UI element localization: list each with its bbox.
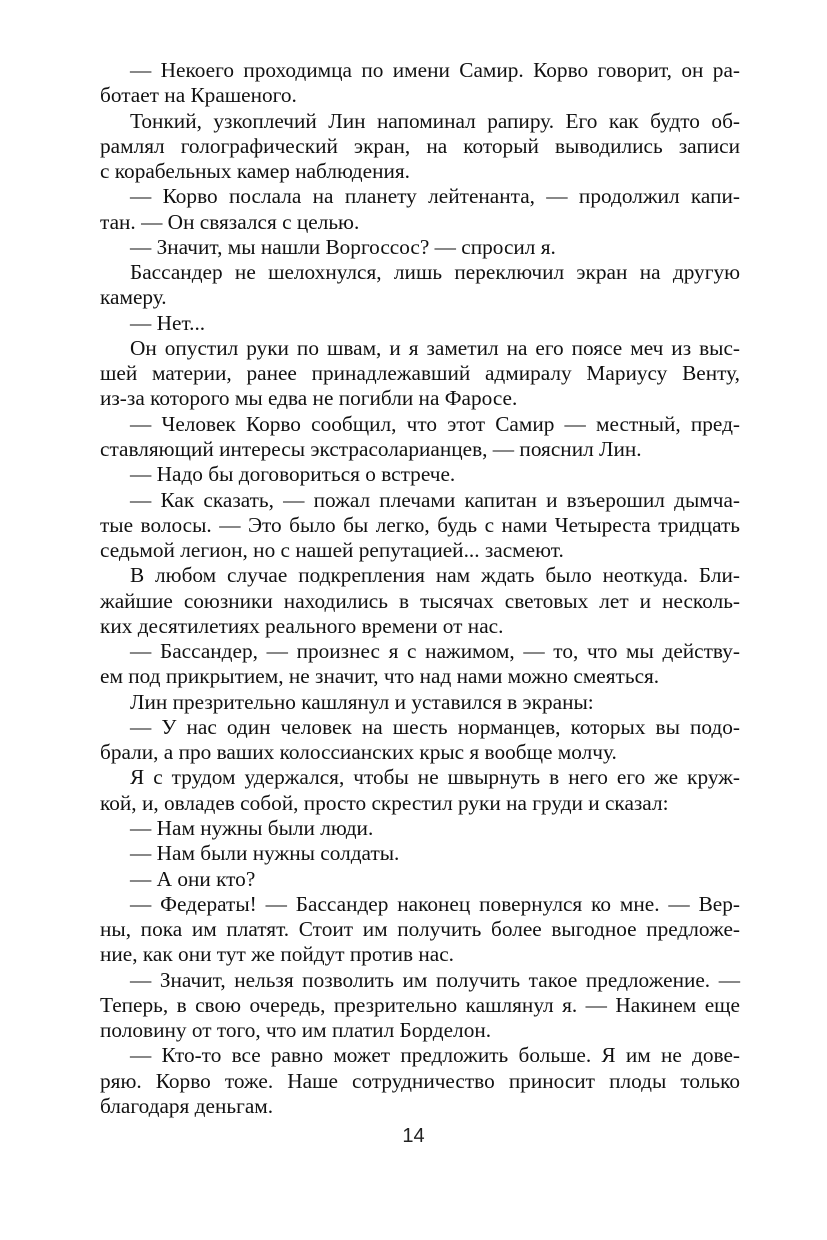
- page-number: 14: [402, 1125, 425, 1147]
- text-line: Тонкий, узкоплечий Лин напоминал рапиру. Его как будто об-: [130, 108, 740, 133]
- text-line: благодаря деньгам.: [100, 1093, 274, 1118]
- text-line: кой, и, овладев собой, просто скрестил руки на груди и сказал:: [100, 790, 669, 815]
- text-line: ботает на Крашеного.: [100, 83, 297, 108]
- text-line: седьмой легион, но с нашей репутацией... засмеют.: [100, 538, 564, 563]
- text-line: — У нас один человек на шесть норманцев, которых вы подо-: [130, 714, 740, 739]
- text-line: ны, пока им платят. Стоит им получить более выгодное предложе-: [100, 917, 740, 942]
- text-line: Я с трудом удержался, чтобы не швырнуть в него его же круж-: [130, 765, 740, 790]
- text-line: Бассандер не шелохнулся, лишь переключил экран на другую: [130, 260, 740, 285]
- text-line: ких десятилетиях реального времени от нас.: [100, 613, 504, 638]
- text-line: — Нам были нужны солдаты.: [130, 841, 400, 866]
- text-line: тан. — Он связался с целью.: [100, 209, 360, 234]
- text-line: — Федераты! — Бассандер наконец повернулся ко мне. — Вер-: [130, 891, 740, 916]
- text-line: из-за которого мы едва не погибли на Фаросе.: [100, 386, 518, 411]
- text-line: — Некоего проходимца по имени Самир. Корво говорит, он ра-: [130, 58, 740, 82]
- text-line: — Бассандер, — произнес я с нажимом, — то, что мы действу-: [130, 639, 740, 664]
- text-line: ем под прикрытием, не значит, что над нами можно смеяться.: [100, 664, 660, 689]
- text-line: — Нам нужны были люди.: [130, 815, 374, 840]
- text-line: — Корво послала на планету лейтенанта, — продолжил капи-: [130, 184, 740, 209]
- text-line: — Значит, нельзя позволить им получить такое предложение. —: [130, 967, 740, 992]
- text-line: рамлял голографический экран, на который выводились записи: [100, 133, 740, 158]
- body-text: [100, 58, 740, 1119]
- text-line: с корабельных камер наблюдения.: [100, 159, 411, 184]
- text-line: шей материи, ранее принадлежавший адмиралу Мариусу Венту,: [100, 361, 740, 386]
- text-line: Лин презрительно кашлянул и уставился в экраны:: [130, 689, 594, 714]
- text-line: брали, а про ваших колоссианских крыс я вообще молчу.: [100, 740, 617, 765]
- text-line: камеру.: [100, 285, 167, 310]
- text-line: — Кто-то все равно может предложить больше. Я им не дове-: [130, 1043, 740, 1068]
- text-line: — Надо бы договориться о встрече.: [130, 462, 456, 487]
- text-line: — Как сказать, — пожал плечами капитан и взъерошил дымча-: [130, 487, 740, 512]
- text-line: В любом случае подкрепления нам ждать было неоткуда. Бли-: [130, 563, 740, 588]
- text-line: Он опустил руки по швам, и я заметил на его поясе меч из выс-: [130, 335, 740, 360]
- text-line: Теперь, в свою очередь, презрительно кашлянул я. — Накинем еще: [100, 992, 740, 1017]
- text-line: жайшие союзники находились в тысячах световых лет и несколь-: [100, 588, 740, 613]
- text-line: ряю. Корво тоже. Наше сотрудничество приносит плоды только: [100, 1068, 740, 1093]
- text-line: тые волосы. — Это было бы легко, будь с нами Четыреста тридцать: [100, 512, 740, 537]
- text-line: — Значит, мы нашли Воргоссос? — спросил я.: [130, 234, 556, 259]
- text-line: — Нет...: [130, 310, 206, 335]
- text-line: половину от того, что им платил Борделон.: [100, 1018, 492, 1043]
- text-line: — Человек Корво сообщил, что этот Самир — местный, пред-: [130, 411, 740, 436]
- text-line: ние, как они тут же пойдут против нас.: [100, 942, 455, 967]
- text-line: — А они кто?: [130, 866, 256, 891]
- text-line: ставляющий интересы экстрасоларианцев, — пояснил Лин.: [100, 436, 642, 461]
